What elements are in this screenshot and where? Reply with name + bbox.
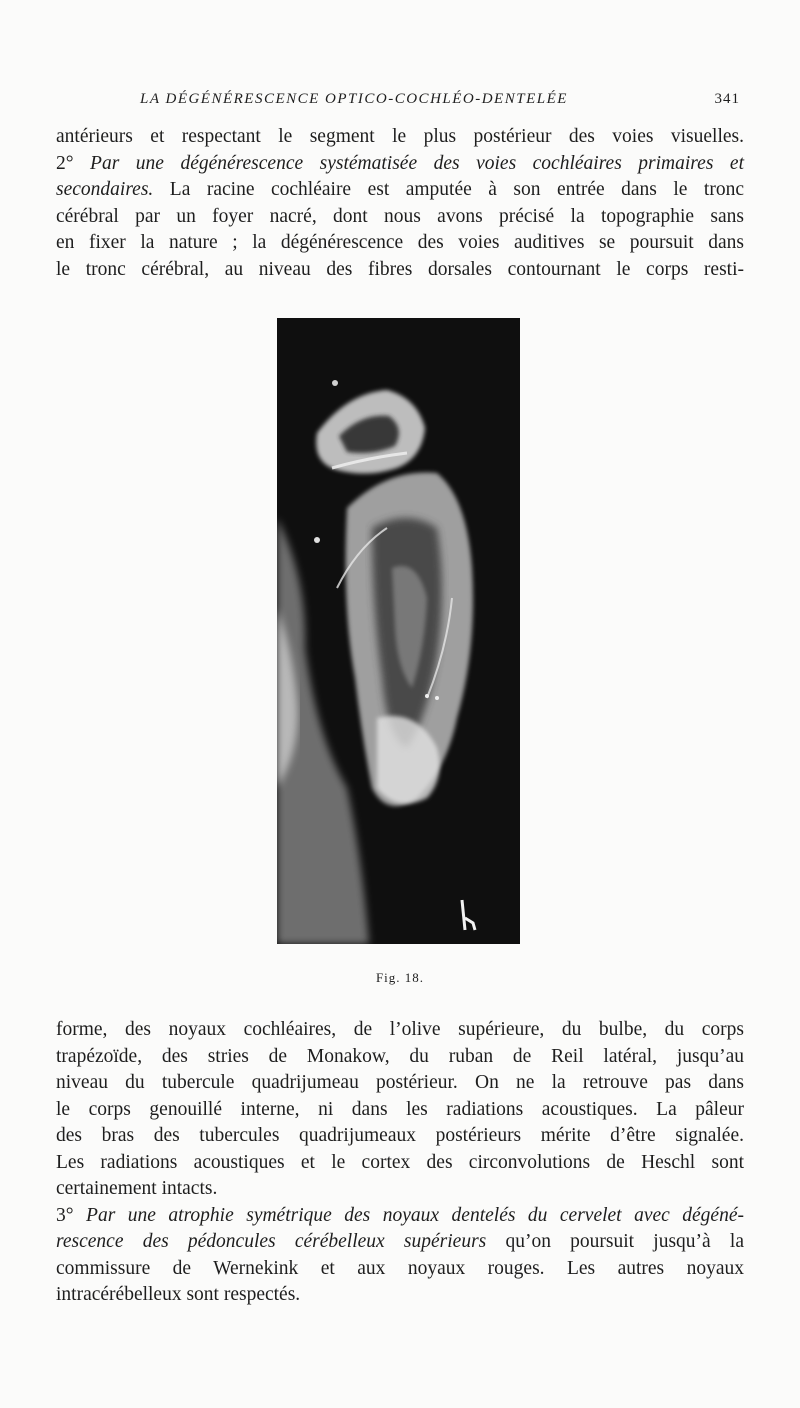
- text-line: certainement intacts.: [56, 1178, 218, 1199]
- list-number: 3°: [56, 1204, 87, 1226]
- text-line: en fixer la nature ; la dégénérescence des voies auditives se poursuit dans: [56, 232, 744, 253]
- italic-heading: Par une atrophie symétrique des noyaux dentelés du cervelet avec dégéné-: [86, 1204, 744, 1226]
- text-line: [56, 177, 744, 204]
- paragraph-top: [56, 124, 744, 283]
- text-line: intracérébelleux sont respectés.: [56, 1284, 301, 1305]
- text-line: [56, 1229, 744, 1256]
- text-line: le tronc cérébral, au niveau des fibres dorsales contournant le corps resti-: [56, 258, 744, 280]
- text-line: commissure de Wernekink et aux noyaux rouges. Les autres noyaux: [56, 1257, 744, 1279]
- figure-photograph: [277, 318, 520, 944]
- italic-heading: Par une dégénérescence systématisée des voies cochléaires primaires et: [90, 152, 744, 174]
- text-run: qu’on poursuit jusqu’à la: [486, 1231, 744, 1252]
- running-title: LA DÉGÉNÉRESCENCE OPTICO-COCHLÉO-DENTELÉE: [140, 91, 568, 107]
- text-line: antérieurs et respectant le segment le plus postérieur des voies visuelles.: [56, 126, 744, 147]
- paragraph-bottom: [56, 1017, 744, 1309]
- list-number: 2°: [56, 152, 91, 174]
- text-line: niveau du tubercule quadrijumeau postérieur. On ne la retrouve pas dans: [56, 1072, 744, 1093]
- page-number: 341: [714, 91, 740, 107]
- text-line: cérébral par un foyer nacré, dont nous avons précisé la topographie sans: [56, 205, 744, 227]
- text-line: forme, des noyaux cochléaires, de l’olive supérieure, du bulbe, du corps: [56, 1019, 744, 1040]
- text-line: Les radiations acoustiques et le cortex des circonvolutions de Heschl sont: [56, 1151, 744, 1173]
- figure-caption: Fig. 18.: [375, 970, 425, 985]
- italic-heading: rescence des pédoncules cérébelleux supérieurs: [56, 1231, 487, 1252]
- brainstem-section-image: [277, 318, 520, 944]
- text-line: [56, 151, 744, 178]
- running-header: [140, 91, 740, 113]
- text-line: trapézoïde, des stries de Monakow, du ruban de Reil latéral, jusqu’au: [56, 1045, 744, 1067]
- text-line: des bras des tubercules quadrijumeaux postérieurs mérite d’être signalée.: [56, 1125, 744, 1146]
- italic-heading: secondaires.: [56, 179, 154, 200]
- text-run: La racine cochléaire est amputée à son entrée dans le tronc: [153, 179, 744, 200]
- text-line: le corps genouillé interne, ni dans les radiations acoustiques. La pâleur: [56, 1098, 744, 1120]
- text-line: [56, 1203, 744, 1230]
